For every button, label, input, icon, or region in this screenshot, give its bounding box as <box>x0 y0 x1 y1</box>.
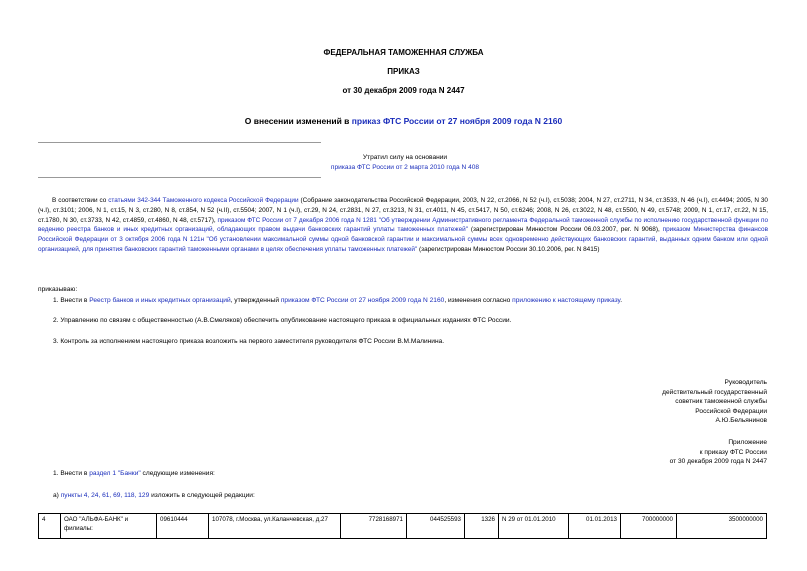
doc-type: ПРИКАЗ <box>387 67 420 76</box>
signature-line-4: Российской Федерации <box>695 407 767 415</box>
cell-inn: 7728168971 <box>341 514 407 539</box>
preamble-link-minfin-order[interactable]: приказом Министерства финансов Российской Федерации от 3 октября 2006 года N 121н "Об установлении максимальной суммы одной банковской гарантии и максимальной суммы всех одновременно действующих банковских гарантий, выданных одним банком или одной организацией, для принятия банковских гарантий таможенными органами в целях обеспечения уплаты таможенных платежей" <box>38 226 769 253</box>
signature-block <box>662 378 767 426</box>
cell-bik: 044525593 <box>407 514 465 539</box>
preamble-text-3: (зарегистрирован Минюстом России 06.03.2007, рег. N 9068), <box>467 226 663 234</box>
item-1-text-c: , изменения согласно <box>444 297 513 304</box>
cell-license: 1326 <box>465 514 499 539</box>
item-1-text-d: . <box>620 297 623 304</box>
signature-line-3: советник таможенной службы <box>675 398 767 406</box>
cell-max-all: 3500000000 <box>677 514 767 539</box>
cell-max-one: 700000000 <box>621 514 677 539</box>
signature-line-2: действительный государственный <box>662 388 767 396</box>
preamble-text-4: (зарегистрирован Минюстом России 30.10.2006, рег. N 8415) <box>417 245 600 253</box>
status-note-text: Утратил силу на основании <box>362 154 448 161</box>
divider-bottom <box>38 177 321 178</box>
section-instruction <box>53 469 768 478</box>
preamble-text-1: В соответствии со <box>52 197 109 204</box>
appendix-line-3: от 30 декабря 2009 года N 2447 <box>669 458 767 466</box>
appendix-link[interactable]: приложению к настоящему приказу <box>512 297 621 304</box>
preamble-link-fts-order[interactable]: приказом ФТС России от 7 декабря 2006 года N 1281 "Об утверждении Административного регламента Федеральной таможенной службы по исполнению государственной функции по ведению реестра банков и иных кредитных организаций, обладающих правом выдачи банковских гарантий уплаты таможенных платежей" <box>38 216 769 234</box>
subsection-text-a: а) <box>53 492 61 499</box>
appendix-line-2: к приказу ФТС России <box>699 448 767 456</box>
cell-okpo: 09610444 <box>157 514 209 539</box>
item-2: 2. Управлению по связям с общественностью (А.В.Смеляков) обеспечить опубликование настоящего приказа в официальных изданиях ФТС России. <box>53 317 512 324</box>
order-2160-link[interactable]: приказом ФТС России от 27 ноября 2009 года N 2160 <box>280 297 445 304</box>
doc-date: от 30 декабря 2009 года N 2447 <box>342 86 465 95</box>
section-text-a: 1. Внести в <box>53 470 90 477</box>
org-name: ФЕДЕРАЛЬНАЯ ТАМОЖЕННАЯ СЛУЖБА <box>323 48 484 57</box>
item-1-text-a: 1. Внести в <box>53 297 90 304</box>
order-word: приказываю: <box>38 286 78 293</box>
item-1 <box>53 296 768 305</box>
subsection-text-b: изложить в следующей редакции: <box>149 492 255 499</box>
section-text-b: следующие изменения: <box>140 470 215 477</box>
subsection-instruction <box>53 491 768 500</box>
cell-bank-name: ОАО "АЛЬФА-БАНК" и филиалы: <box>61 514 157 539</box>
cell-number: 4 <box>39 514 61 539</box>
title-link[interactable]: приказ ФТС России от 27 ноября 2009 года N 2160 <box>351 116 563 126</box>
cell-valid-until: 01.01.2013 <box>569 514 621 539</box>
appendix-heading <box>670 438 767 467</box>
divider-top <box>38 142 321 143</box>
title-prefix: О внесении изменений в <box>244 116 352 126</box>
section-link[interactable]: раздел 1 "Банки" <box>89 470 141 477</box>
preamble-link-customs-code[interactable]: статьями 342-344 Таможенного кодекса Российской Федерации <box>108 197 299 204</box>
item-1-text-b: , утвержденный <box>230 297 281 304</box>
preamble-paragraph <box>38 196 768 255</box>
item-3: 3. Контроль за исполнением настоящего приказа возложить на первого заместителя руководителя ФТС России В.М.Малинина. <box>53 338 445 345</box>
appendix-line-1: Приложение <box>728 439 767 446</box>
registry-link[interactable]: Реестр банков и иных кредитных организаций <box>89 297 231 304</box>
cell-certificate: N 29 от 01.01.2010 <box>499 514 569 539</box>
signature-line-1: Руководитель <box>724 379 767 386</box>
preamble-text-2: (Собрание законодательства Российской Федерации, 2003, N 22, ст.2066, N 52 (ч.I), ст.5038; 2004, N 27, ст.2711, N 34, ст.3533, N 46 (ч.I), ст.4494; 2005, N 30 (ч.I), ст.3101; 2006, N 1, ст.15, N 3, ст.280, N 8, ст.854, N 52 (ч.II), ст.5504; 2007, N 1 (ч.I), ст.29, N 24, ст.2831, N 27, ст.3213, N 31, ст.4011, N 45, ст.5417, N 50, ст.6246; 2008, N 26, ст.3022, N 48, ст.5500, N 49, ст.5748; 2009, N 1, ст.17, ст.22, N 15, ст.1780, N 30, ст.3733, N 42, ст.4859, ст.4860, N 48, ст.5717), <box>38 197 768 224</box>
status-note-link[interactable]: приказа ФТС России от 2 марта 2010 года N 408 <box>330 164 480 171</box>
cell-address: 107078, г.Москва, ул.Каланчевская, д.27 <box>209 514 341 539</box>
doc-title <box>0 116 807 126</box>
points-link[interactable]: пункты 4, 24, 61, 69, 118, 129 <box>60 492 150 499</box>
bank-table <box>38 513 767 539</box>
status-note <box>300 153 510 173</box>
table-row <box>39 514 767 539</box>
signature-name: А.Ю.Бельянинов <box>715 417 767 425</box>
